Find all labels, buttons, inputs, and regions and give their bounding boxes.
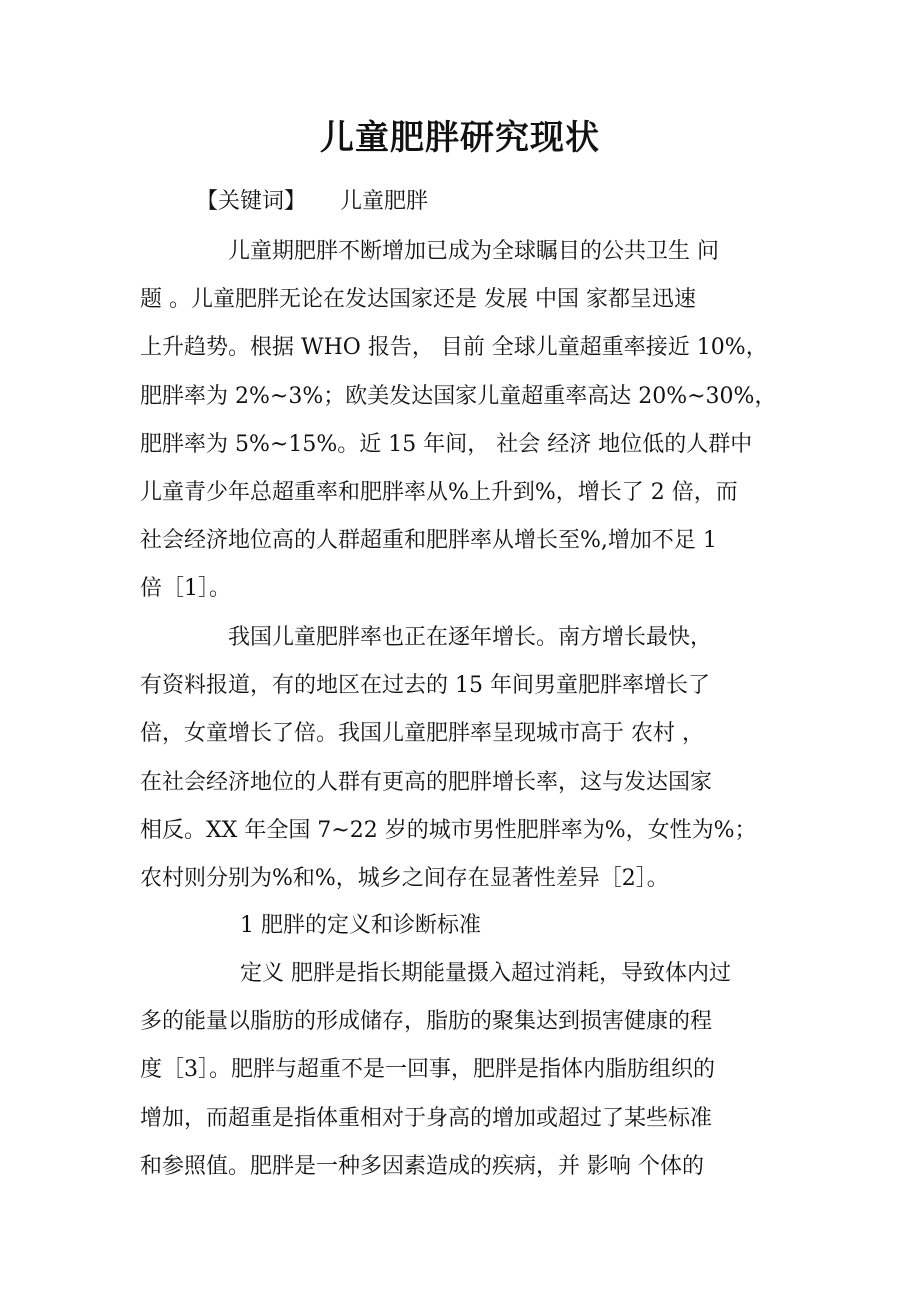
text-line: 有资料报道，有的地区在过去的 15 年间男童肥胖率增长了 xyxy=(140,673,710,699)
text-line: 我国儿童肥胖率也正在逐年增长。南方增长最快， xyxy=(228,625,713,650)
text-line: 农村则分别为%和%，城乡之间存在显著性差异［2］。 xyxy=(140,866,669,892)
text-line: 增加，而超重是指体重相对于身高的增加或超过了某些标准 xyxy=(140,1105,713,1131)
text-line: 相反。XX 年全国 7~22 岁的城市男性肥胖率为%，女性为%； xyxy=(140,817,757,843)
paragraph-china-obesity xyxy=(140,614,790,903)
text-line: 社会经济地位高的人群超重和肥胖率从增长至%,增加不足 1 xyxy=(140,528,717,554)
text-line: 倍［1］。 xyxy=(140,576,231,602)
text-line: 肥胖率为 2%~3%；欧美发达国家儿童超重率高达 20%~30%， xyxy=(140,383,777,409)
section-heading-text: 1 肥胖的定义和诊断标准 xyxy=(240,913,481,938)
text-line: 倍，女童增长了倍。我国儿童肥胖率呈现城市高于 农村 ， xyxy=(140,721,704,747)
text-line: 题 。儿童肥胖无论在发达国家还是 发展 中国 家都呈迅速 xyxy=(140,287,696,313)
text-line: 定义 肥胖是指长期能量摄入超过消耗，导致体内过 xyxy=(240,961,731,986)
text-line: 和参照值。肥胖是一种多因素造成的疾病，并 影响 个体的 xyxy=(140,1153,704,1179)
section-heading xyxy=(140,902,790,950)
text-line: 在社会经济地位的人群有更高的肥胖增长率，这与发达国家 xyxy=(140,769,713,795)
text-line: 度［3］。肥胖与超重不是一回事，肥胖是指体内脂肪组织的 xyxy=(140,1057,715,1083)
paragraph-definition xyxy=(140,950,790,1191)
keywords-line xyxy=(196,178,428,226)
paragraph-global-obesity xyxy=(140,228,790,614)
keywords-label: 【关键词】 xyxy=(196,189,307,214)
text-line: 儿童青少年总超重率和肥胖率从%上升到%，增长了 2 倍，而 xyxy=(140,480,738,506)
text-line: 上升趋势。根据 WHO 报告， 目前 全球儿童超重率接近 10%， xyxy=(140,335,768,361)
keywords-value: 儿童肥胖 xyxy=(340,189,429,214)
text-line: 肥胖率为 5%~15%。近 15 年间， 社会 经济 地位低的人群中 xyxy=(140,431,753,457)
text-line: 多的能量以脂肪的形成储存，脂肪的聚集达到损害健康的程 xyxy=(140,1009,713,1035)
document-title: 儿童肥胖研究现状 xyxy=(320,118,600,158)
text-line: 儿童期肥胖不断增加已成为全球瞩目的公共卫生 问 xyxy=(228,239,719,264)
